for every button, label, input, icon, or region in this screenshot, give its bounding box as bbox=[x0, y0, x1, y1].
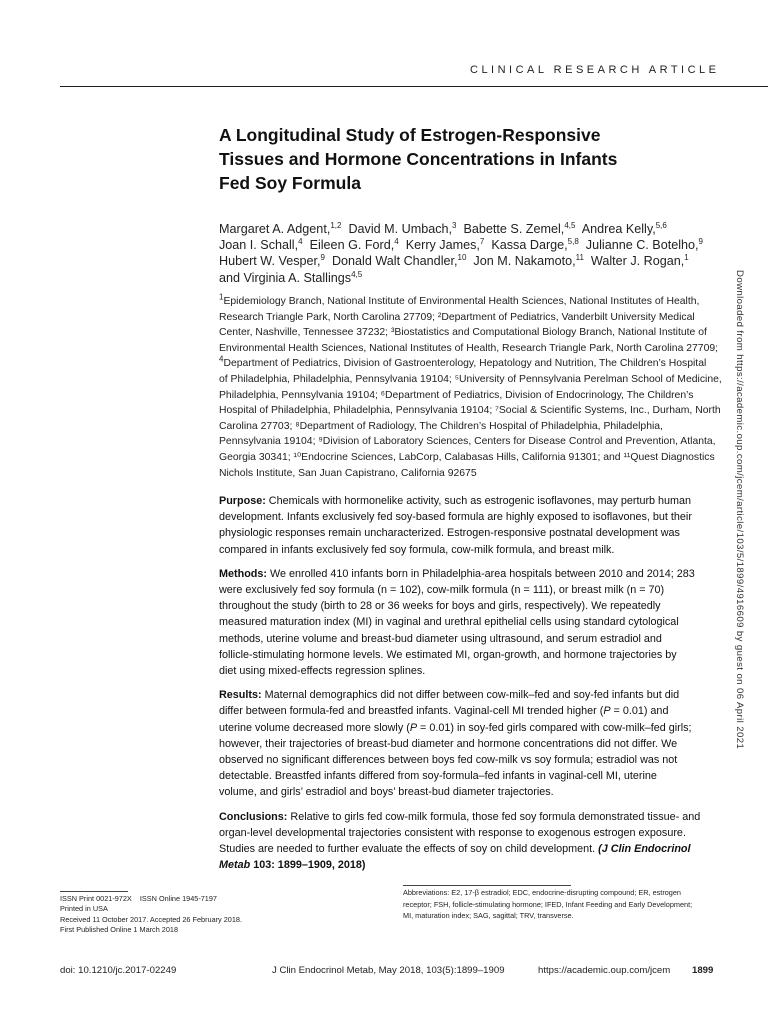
abstract-purpose bbox=[219, 493, 721, 558]
author-name: Jon M. Nakamoto, bbox=[473, 254, 576, 269]
footer-journal: J Clin Endocrinol Metab, May 2018, 103(5):1899–1909 bbox=[272, 965, 505, 976]
author-list bbox=[219, 221, 719, 286]
author-affil: 5,8 bbox=[567, 237, 579, 247]
abstract-line bbox=[219, 493, 721, 509]
author-affil: 9 bbox=[320, 253, 325, 263]
affil-text: Epidemiology Branch, National Institute of Environmental Health Sciences, National Institutes of Health, bbox=[223, 296, 700, 307]
abstract-line: volume, and girls’ estradiol and boys’ breast-bud diameter trajectories. bbox=[219, 786, 554, 799]
abstract-line: measured maturation index (MI) in vaginal and urethral epithelial cells using standard cytological bbox=[219, 616, 679, 629]
abstract-line bbox=[219, 841, 721, 857]
author-line bbox=[219, 270, 719, 286]
footnote-line: receptor; FSH, follicle-stimulating hormone; IFED, Infant Feeding and Early Development; bbox=[403, 899, 693, 909]
author-affil: 4 bbox=[394, 237, 399, 247]
abstract-line: methods, uterine volume and breast-bud diameter using ultrasound, and serum estradiol and bbox=[219, 632, 662, 645]
article-title bbox=[219, 123, 689, 195]
author-name: Eileen G. Ford, bbox=[309, 238, 395, 253]
abstract-text: Chemicals with hormonelike activity, such as estrogenic isoflavones, may perturb human bbox=[268, 495, 692, 507]
citation-rest bbox=[219, 859, 365, 871]
footnote-rule bbox=[403, 885, 571, 886]
affiliation-line: Hospital of Philadelphia, Philadelphia, Pennsylvania 19104; ⁷Social & Scientific Systems, Inc., Durham, North bbox=[219, 405, 721, 417]
citation-volume: 103: 1899–1909, 2018) bbox=[250, 859, 366, 872]
affiliations bbox=[219, 292, 722, 481]
author-affil: 11 bbox=[575, 253, 584, 263]
abstract-line: throughout the study (birth to 28 or 36 weeks for boys and girls, respectively). We repeatedly bbox=[219, 600, 661, 613]
abstract-methods bbox=[219, 566, 721, 679]
abstract-text: Relative to girls fed cow-milk formula, those fed soy formula demonstrated tissue- and bbox=[290, 810, 701, 823]
author-name: Joan I. Schall, bbox=[219, 238, 299, 253]
abstract-line bbox=[219, 566, 721, 582]
author-name: Kassa Darge, bbox=[491, 238, 568, 253]
author-affil: 3 bbox=[452, 220, 457, 230]
abstract-line: however, their trajectories of breast-bud diameter and hormone concentrations did not differ. We bbox=[219, 737, 678, 750]
abstract-text: Studies are needed to further evaluate the effects of soy on child development. bbox=[219, 843, 596, 856]
footnote-issn bbox=[60, 891, 360, 936]
author-name: Babette S. Zemel, bbox=[463, 222, 565, 236]
abstract-text: Maternal demographics did not differ between cow-milk–fed and soy-fed infants but did bbox=[264, 689, 680, 702]
author-name: Margaret A. Adgent, bbox=[219, 222, 331, 236]
affil-number: 1 bbox=[219, 292, 224, 302]
author-affil: 1 bbox=[684, 253, 689, 263]
affiliation-line: Georgia 30341; ¹⁰Endocrine Sciences, LabCorp, Calabasas Hills, California 91301; and ¹¹Quest Diagnostics bbox=[219, 451, 715, 463]
title-line: A Longitudinal Study of Estrogen-Responsive bbox=[219, 125, 601, 145]
abstract-line: follicle-stimulating hormone levels. We estimated MI, organ-growth, and hormone trajectories by bbox=[219, 648, 677, 661]
abstract-line: detectable. Breastfed infants differed from soy-formula–fed infants in vaginal-cell MI, uterine bbox=[219, 770, 657, 783]
affiliation-line: Pennsylvania 19104; ⁹Division of Laboratory Sciences, Centers for Disease Control and Prevention, Atlanta, bbox=[219, 436, 716, 448]
author-affil: 1,2 bbox=[330, 220, 342, 230]
abstract-line: organ-level developmental trajectories consistent with response to exogenous estrogen exposure. bbox=[219, 826, 686, 839]
citation-journal bbox=[598, 843, 690, 855]
affiliation-line bbox=[219, 356, 719, 372]
author-name: Andrea Kelly, bbox=[581, 222, 656, 236]
abstract-line: uterine volume decreased more slowly (P = 0.01) in soy-fed girls compared with cow-milk–fed girls; bbox=[219, 721, 692, 734]
affiliation-line: Environmental Health Sciences, National Institutes of Health, Research Triangle Park, North Carolina 27709; bbox=[219, 342, 719, 354]
abstract-line: differ between formula-fed and breastfed infants. Vaginal-cell MI trended higher (P = 0.01) and bbox=[219, 705, 669, 718]
author-line bbox=[219, 221, 719, 237]
author-affil: 4,5 bbox=[564, 220, 576, 230]
author-name: Kerry James, bbox=[405, 238, 480, 253]
author-affil: 7 bbox=[479, 237, 485, 247]
affiliation-line bbox=[219, 294, 719, 310]
abstract-text: We enrolled 410 infants born in Philadelphia-area hospitals between 2010 and 2014; 283 bbox=[269, 567, 695, 580]
author-affil: 5,6 bbox=[655, 220, 667, 230]
page-number: 1899 bbox=[692, 965, 714, 976]
abstract-line: diet using mixed-effects regression splines. bbox=[219, 665, 426, 678]
footnote-line: ISSN Print 0021-972X ISSN Online 1945-7197 bbox=[60, 894, 217, 903]
title-line: Fed Soy Formula bbox=[219, 173, 361, 193]
abstract-line bbox=[219, 687, 721, 703]
section-label: Conclusions: bbox=[219, 810, 288, 823]
footer-doi[interactable]: doi: 10.1210/jc.2017-02249 bbox=[60, 965, 177, 976]
header-rule bbox=[60, 86, 768, 87]
download-stamp: Downloaded from https://academic.oup.com/jcem/article/103/5/1899/4916609 by guest on 06 April 2021 bbox=[734, 270, 745, 750]
abstract-line bbox=[219, 857, 721, 873]
footnote-line: Printed in USA bbox=[60, 904, 108, 914]
abstract bbox=[219, 493, 721, 881]
footnote-line: MI, maturation index; SAG, sagittal; TRV, transverse. bbox=[403, 911, 574, 921]
footnote-line: Received 11 October 2017. Accepted 26 February 2018. bbox=[60, 914, 242, 924]
author-line bbox=[219, 253, 719, 269]
footnote-abbreviations bbox=[403, 885, 733, 922]
section-label: Methods: bbox=[219, 567, 267, 580]
affiliation-line: Research Triangle Park, North Carolina 27709; ²Department of Pediatrics, Vanderbilt University Medical bbox=[219, 311, 695, 323]
title-line: Tissues and Hormone Concentrations in Infants bbox=[219, 149, 618, 169]
footer-url[interactable]: https://academic.oup.com/jcem bbox=[538, 965, 671, 976]
affiliation-line: Nichols Institute, San Juan Capistrano, California 92675 bbox=[219, 467, 477, 479]
affiliation-line: Philadelphia, Pennsylvania 19104; ⁶Department of Pediatrics, Division of Endocrinology, The Children’s bbox=[219, 389, 694, 401]
affiliation-line: Carolina 27703; ⁸Department of Radiology, The Children’s Hospital of Philadelphia, Philadelphia, bbox=[219, 420, 663, 432]
abstract-line: development. Infants exclusively fed soy-based formula are highly exposed to isoflavones, but their bbox=[219, 511, 692, 524]
author-name: Hubert W. Vesper, bbox=[219, 254, 321, 269]
footnote-rule bbox=[60, 891, 128, 892]
citation-journal-name: (J Clin Endocrinol bbox=[598, 843, 691, 856]
footnote-line: Abbreviations: E2, 17-β estradiol; EDC, endocrine-disrupting compound; ER, estrogen bbox=[403, 888, 681, 897]
affil-number: 4 bbox=[219, 354, 224, 364]
author-name: Julianne C. Botelho, bbox=[585, 238, 699, 253]
header-kicker: CLINICAL RESEARCH ARTICLE bbox=[470, 64, 720, 76]
abstract-line: physiologic responses remain uncharacterized. Estrogen-responsive postnatal development was bbox=[219, 527, 680, 540]
author-line bbox=[219, 237, 719, 253]
author-affil: 4 bbox=[298, 237, 303, 247]
author-name: Donald Walt Chandler, bbox=[331, 254, 458, 269]
abstract-line: compared in infants exclusively fed soy formula, cow-milk formula, and breast milk. bbox=[219, 543, 615, 556]
section-label: Results: bbox=[219, 689, 262, 702]
author-affil: 10 bbox=[457, 253, 467, 263]
affiliation-line: Center, Nashville, Tennessee 37232; ³Biostatistics and Computational Biology Branch, National Institute of bbox=[219, 327, 707, 339]
section-label: Purpose: bbox=[219, 495, 266, 507]
footnote-line: First Published Online 1 March 2018 bbox=[60, 925, 179, 935]
author-name: David M. Umbach, bbox=[348, 222, 453, 236]
abstract-conclusions bbox=[219, 809, 721, 874]
abstract-line: observed no significant differences between boys fed cow-milk vs soy formula; estradiol was not bbox=[219, 754, 678, 767]
author-affil: 4,5 bbox=[351, 269, 363, 279]
author-affil: 9 bbox=[698, 237, 703, 247]
abstract-line bbox=[219, 809, 721, 825]
abstract-results bbox=[219, 687, 721, 800]
abstract-line: were exclusively fed soy formula (n = 102), cow-milk formula (n = 111), or breast milk (n = 70) bbox=[219, 584, 665, 597]
author-name: and Virginia A. Stallings bbox=[219, 270, 352, 285]
affil-text: Department of Pediatrics, Division of Gastroenterology, Hepatology and Nutrition, The Children’s Hospital bbox=[223, 358, 707, 370]
author-name: Walter J. Rogan, bbox=[590, 254, 685, 269]
citation-journal-name: Metab bbox=[219, 859, 251, 872]
affiliation-line: of Philadelphia, Philadelphia, Pennsylvania 19104; ⁵University of Pennsylvania Perelman School of Medicine, bbox=[219, 373, 722, 385]
